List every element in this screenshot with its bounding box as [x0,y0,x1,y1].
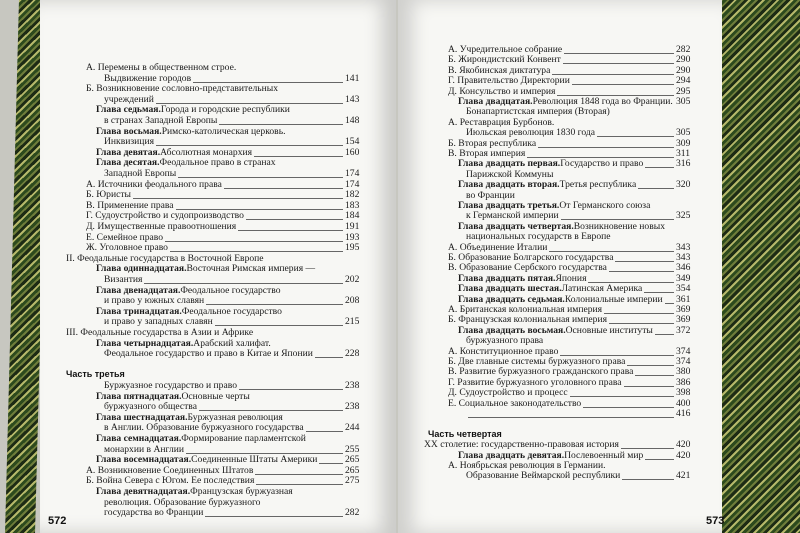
toc-entry [86,465,253,476]
toc-entry [104,115,217,126]
entry-title: в Англии. Образование буржуазного государства [104,422,304,434]
part-title: Часть четвертая [428,428,502,439]
toc-entry [466,335,543,346]
entry-title: в странах Западной Европы [104,115,218,126]
toc-entry [104,295,204,306]
entry-title: буржуазного права [466,335,544,347]
toc-entry [448,65,550,76]
page-ref: 349 [676,272,691,284]
toc-entry [104,380,237,391]
leader-line [597,136,674,137]
page-ref: 311 [676,148,691,159]
chapter-label: Глава двадцать четвертая. [458,220,574,232]
entry-title: Ж. Уголовное право [86,242,168,254]
chapter-label: Глава двадцать седьмая. [458,293,565,305]
entry-title: Основные институты [565,324,653,336]
toc-entry [458,273,586,284]
entry-title: Япония [555,272,587,284]
entry-title: А. Учредительное собрание [448,44,563,55]
toc-entry [466,106,610,117]
page-ref: 369 [676,304,691,315]
entry-title: Государство и право [560,158,644,170]
toc-entry [458,283,642,294]
leader-line [468,417,674,418]
toc-entry [104,401,197,412]
entry-title: В. Развитие буржуазного гражданского права [448,366,634,378]
toc-entry [96,126,285,137]
leader-line [624,386,674,387]
toc-entry [448,44,562,55]
toc-entry [104,507,203,518]
entry-title: и право у южных славян [104,295,205,307]
toc-entry [86,200,174,211]
page-ref: 420 [676,439,691,451]
chapter-label: Глава десятая. [96,157,160,169]
entry-title: Б. Жирондистский Конвент [448,54,561,66]
page-ref: 244 [345,422,360,434]
page-ref: 294 [676,75,691,87]
page-ref: 361 [676,293,691,305]
entry-title: Б. Вторая республика [448,137,537,149]
entry-title: А. Возникновение Соединенных Штатов [86,464,254,476]
entry-title: Буржуазное государство и право [104,380,238,391]
toc-entry [66,253,264,264]
chapter-label: Глава двенадцатая. [96,284,181,296]
entry-title: Колониальные империи [564,293,663,305]
page-ref: 416 [676,408,691,419]
toc-entry [104,422,304,433]
leader-line [615,261,674,262]
page-ref: 160 [345,146,360,158]
page-ref: 400 [676,397,691,409]
leader-line [627,365,674,366]
entry-title: А. Ноябрьская революция в Германии. [448,460,606,471]
toc-entry [448,314,607,325]
chapter-label: Глава двадцать шестая. [458,283,562,295]
page-ref: 372 [676,324,691,336]
page-ref: 193 [345,231,360,243]
chapter-label: Глава одиннадцатая. [96,263,187,275]
leader-line [572,84,674,85]
leader-line [622,479,674,480]
leader-line [246,219,343,220]
toc-entry [86,221,236,232]
entry-title: От Германского союза [559,200,651,211]
left-page [40,0,396,533]
entry-title: Арабский халифат. [193,337,271,349]
book-cover-right-edge [720,0,800,533]
entry-title: национальных государств в Европе [466,231,611,243]
page-number-left: 572 [48,515,67,527]
chapter-label: Глава тринадцатая. [96,305,182,317]
toc-entry [466,127,595,138]
page-ref: 320 [676,179,691,191]
entry-title: Восточная Римская империя — [186,263,316,275]
toc-entry [448,356,625,367]
leader-line [306,431,343,432]
page-ref: 265 [345,454,360,466]
page-ref: 182 [345,189,360,201]
chapter-label: Глава пятнадцатая. [96,390,182,402]
page-ref: 305 [676,96,691,107]
entry-title: Е. Социальное законодательство [448,397,582,409]
toc-entry [448,148,525,159]
toc-entry [96,412,283,423]
entry-title: Е. Семейное право [86,231,164,243]
toc-entry [448,377,622,388]
toc-entry [96,306,282,317]
entry-title: Революция 1848 года во Франции. [532,96,673,107]
toc-entry [86,83,278,94]
entry-title: Б. Война Севера с Югом. Ее последствия [86,475,255,487]
page-ref: 343 [676,241,691,253]
page-ref: 386 [676,376,691,388]
page-ref: 290 [676,64,691,76]
toc-entry [448,54,561,65]
part-title: Часть третья [66,369,125,380]
page-ref: 174 [345,168,360,179]
toc-entry [448,398,581,409]
entry-title: Бонапартистская империя (Вторая) [466,106,610,118]
page-ref: 398 [676,387,691,399]
chapter-label: Глава девятая. [96,146,161,158]
page-ref: 154 [345,136,360,148]
toc-entry [96,157,276,168]
entry-title: Феодальное право в странах [159,157,276,169]
entry-title: государства во Франции [104,507,204,519]
leader-line [224,188,343,189]
right-page [398,0,725,533]
entry-title: Инквизиция [104,136,154,148]
page-ref: 309 [676,137,691,149]
toc-entry [86,232,163,243]
toc-entry [458,294,663,305]
toc-entry [448,366,633,377]
page-ref: 255 [345,443,360,455]
toc-entry [104,136,154,147]
toc-entry [86,62,236,73]
toc-entry [458,221,665,232]
chapter-label: Глава двадцать пятая. [458,272,556,284]
leader-line [552,74,674,75]
entry-title: Б. Две главные системы буржуазного права [448,356,626,367]
entry-title: Г. Правительство Директории [448,75,570,87]
chapter-label: Глава двадцать первая. [458,158,561,170]
page-ref: 183 [345,199,360,211]
entry-title: В. Якобинская диктатура [448,64,551,76]
page-ref: 316 [676,158,691,170]
toc-entry [104,274,142,285]
page-ref: 295 [676,85,691,97]
entry-title: Образование Веймарской республики [466,470,621,482]
toc-entry [104,168,176,179]
entry-title: Д. Имущественные правоотношения [86,221,237,232]
entry-title: и право у западных славян [104,316,213,328]
page-ref: 275 [345,475,360,487]
toc-entry [424,439,619,450]
entry-title: II. Феодальные государства в Восточной Европе [66,252,264,264]
entry-title: монархии в Англии [104,443,185,455]
entry-title: к Германской империи [466,210,559,222]
toc-entry [66,327,253,338]
entry-title: революция. Образование буржуазного [104,496,261,508]
leader-line [583,407,674,408]
chapter-label: Глава двадцатая. [458,96,533,107]
entry-title: III. Феодальные государства в Азии и Африке [66,327,254,338]
page-ref: 228 [345,348,360,360]
toc-entry [448,387,568,398]
page-ref: 346 [676,262,691,274]
page-ref: 238 [345,401,360,413]
entry-title: Французская буржуазная [190,486,293,497]
entry-title: Феодальное государство и право в Китае и Японии [104,348,313,360]
entry-title: Парижской Коммуны [466,168,554,180]
entry-title: Византия [104,274,143,285]
entry-title: Соединенные Штаты Америки [191,454,318,466]
leader-line [570,396,674,397]
page-ref: 343 [676,252,691,263]
entry-title: Третья республика [559,179,637,191]
leader-line [238,230,343,231]
chapter-label: Глава двадцать восьмая. [458,324,566,336]
chapter-label: Глава девятнадцатая. [96,486,191,497]
entry-title: А. Британская колониальная империя [448,304,603,315]
toc-entry [104,94,154,105]
leader-line [655,334,674,335]
entry-title: Июльская революция 1830 года [466,127,596,139]
page-ref: 184 [345,210,360,222]
leader-line [239,389,343,390]
toc-entry [96,454,317,465]
page-ref: 290 [676,54,691,66]
toc-entry [86,475,254,486]
page-ref: 195 [345,242,360,254]
entry-title: Послевоенный мир [564,449,644,461]
toc-entry [448,262,607,273]
leader-line [638,188,674,189]
entry-title: А. Источники феодального права [86,178,222,190]
entry-title: Феодальное государство [180,284,281,296]
toc-entry [466,231,611,242]
entry-title: Римско-католическая церковь. [161,125,286,137]
chapter-label: Глава шестнадцатая. [96,411,188,423]
leader-line [319,463,343,464]
toc-entry [104,497,260,508]
entry-title: Буржуазная революция [187,411,283,423]
page-ref: 374 [676,345,691,357]
page-ref: 148 [345,115,360,126]
leader-line [604,313,674,314]
toc-entry [96,104,290,115]
page-ref: 354 [676,283,691,295]
toc-entry [458,325,653,336]
entry-title: Абсолютная монархия [160,146,253,158]
leader-line [255,474,343,475]
page-ref: 141 [345,72,360,84]
leader-line [205,516,343,517]
entry-title: А. Перемены в общественном строе. [86,62,237,73]
leader-line [564,53,674,54]
page-ref: 374 [676,356,691,367]
toc-entry [448,75,570,86]
leader-line [315,357,343,358]
chapter-label: Глава четырнадцатая. [96,337,194,349]
page-ref: 420 [676,449,691,461]
toc-entry [466,210,559,221]
toc-entry [86,242,168,253]
toc-entry [458,96,673,107]
toc-entry [466,190,515,201]
toc-entry [466,169,553,180]
toc-entry [96,338,271,349]
entry-title: Б. Французская колониальная империя [448,314,607,326]
entry-title: Феодальное государство [181,305,282,317]
toc-entry [448,252,613,263]
toc-entry [104,444,184,455]
entry-title: А. Реставрация Бурбонов. [448,116,555,128]
page-ref: 143 [345,93,360,105]
page-ref: 305 [676,127,691,139]
toc-entry [458,200,650,211]
toc-entry [466,470,620,481]
entry-title: учреждений [104,93,154,105]
toc-entry [448,117,554,128]
toc-entry [86,179,222,190]
page-ref: 325 [676,210,691,222]
toc-entry [86,210,244,221]
entry-title: В. Образование Сербского государства [448,262,607,274]
toc-entry [104,73,191,84]
entry-title: Основные черты [181,390,250,402]
entry-title: Города и городские республики [160,104,290,116]
page-ref: 282 [345,507,360,519]
entry-title: XX столетие: государственно-правовая история [424,439,619,451]
page-ref: 202 [345,274,360,285]
page-ref: 215 [345,316,360,328]
toc-entry [448,242,547,253]
toc-entry [448,346,558,357]
toc-entry [104,316,213,327]
toc-entry [448,304,602,315]
page-ref: 369 [676,314,691,326]
entry-title: Г. Развитие буржуазного уголовного права [448,376,622,388]
page-ref: 191 [345,221,360,232]
page-number-right: 573 [706,515,725,527]
leader-line [635,375,674,376]
leader-line [645,459,674,460]
page-ref: 238 [345,380,360,391]
chapter-label: Глава двадцать вторая. [458,179,560,191]
page-ref: 208 [345,295,360,307]
page-ref: 380 [676,366,691,378]
toc-entry [86,189,131,200]
toc-entry [448,460,606,471]
toc-entry [96,285,281,296]
chapter-label: Глава восьмая. [96,125,162,137]
entry-title: Г. Судоустройство и судопроизводство [86,210,244,222]
toc-entry [448,138,536,149]
entry-title: А. Конституционное право [448,345,559,357]
leader-line [609,271,674,272]
entry-title: Выдвижение городов [104,72,192,84]
chapter-label: Глава двадцать девятая. [458,449,565,461]
toc-entry [104,348,313,359]
leader-line [165,241,343,242]
chapter-label: Глава седьмая. [96,104,161,116]
leader-line [645,167,674,168]
toc-entry [96,391,250,402]
leader-line [563,63,674,64]
entry-title: во Франции [466,189,515,201]
leader-line [538,147,674,148]
leader-line [665,303,674,304]
entry-title: Б. Юристы [86,189,131,201]
toc-entry [96,263,315,274]
page-ref: 282 [676,44,691,55]
entry-title: буржуазного общества [104,401,197,413]
entry-title: Б. Образование Болгарского государства [448,252,614,263]
page-ref: 265 [345,464,360,476]
page-ref: 421 [676,470,691,482]
entry-title: А. Объединение Италии [448,241,548,253]
part-heading [66,369,125,379]
toc-entry [458,450,643,461]
entry-title: Д. Консульство и империя [448,85,556,97]
toc-entry [458,158,643,169]
toc-entry [448,86,555,97]
chapter-label: Глава восемнадцатая. [96,454,192,466]
entry-title: Западной Европы [104,168,177,179]
part-heading [428,429,502,439]
entry-title: В. Вторая империя [448,148,526,159]
entry-title: В. Применение права [86,199,174,211]
chapter-label: Глава двадцать третья. [458,200,560,211]
chapter-label: Глава семнадцатая. [96,433,182,444]
page-ref: 174 [345,178,360,190]
entry-title: Формирование парламентской [181,433,306,444]
entry-title: Б. Возникновение сословно-представительных [86,83,279,95]
entry-title: Д. Судоустройство и процесс [448,387,568,399]
toc-entry [96,486,293,497]
toc-entry [96,147,252,158]
entry-title: Возникновение новых [573,220,665,232]
toc-entry [96,433,306,444]
toc-entry [458,179,636,190]
entry-title: Латинская Америка [561,283,643,295]
